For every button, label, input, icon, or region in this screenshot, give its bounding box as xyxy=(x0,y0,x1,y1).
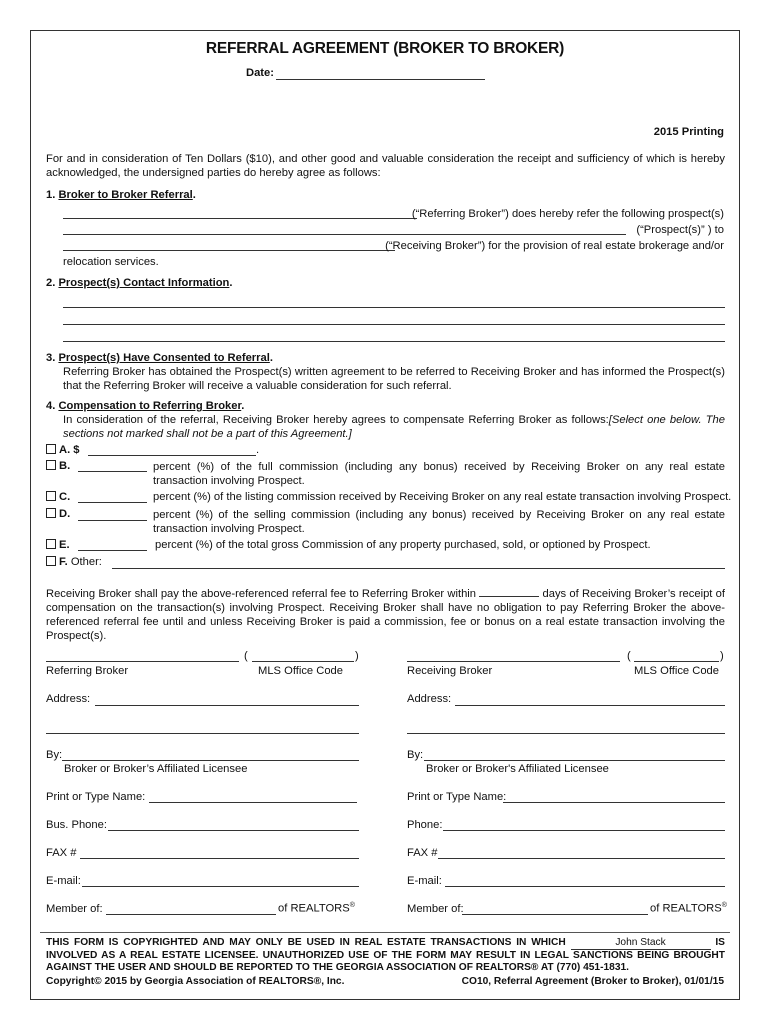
left-by-field[interactable] xyxy=(62,760,359,761)
left-email-field[interactable] xyxy=(82,886,359,887)
contact-line-3[interactable] xyxy=(63,341,725,342)
right-member-field[interactable] xyxy=(462,914,648,915)
right-address-field[interactable] xyxy=(455,705,725,706)
left-member-field[interactable] xyxy=(106,914,276,915)
option-d-text: percent (%) of the selling commission (including any bonus) received by Receiving Broker on any real estate transaction involving Prospect. xyxy=(153,509,725,535)
right-phone-label: Phone: xyxy=(407,819,443,831)
right-print-name-field[interactable] xyxy=(503,802,725,803)
checkbox-e[interactable] xyxy=(46,539,56,549)
s1-line4-text: relocation services. xyxy=(63,256,159,268)
right-print-name-label: Print or Type Name: xyxy=(407,791,507,803)
left-email-label: E-mail: xyxy=(46,875,81,887)
footer-divider xyxy=(40,932,730,933)
left-address-field[interactable] xyxy=(95,705,359,706)
option-c-percent-field[interactable] xyxy=(78,502,147,503)
contact-line-2[interactable] xyxy=(63,324,725,325)
section-3-text: Referring Broker has obtained the Prospect(s) written agreement to be referred to Receiving Broker and has informed the Prospect(s) that the Referring Broker will receive a valuable consideration for such referral. xyxy=(63,366,725,392)
left-mls-close-paren: ) xyxy=(355,650,359,662)
left-by-sub-label: Broker or Broker’s Affiliated Licensee xyxy=(64,763,248,775)
left-member-label: Member of: xyxy=(46,903,103,915)
referring-broker-sig-line[interactable] xyxy=(46,661,239,662)
s1-line1-text: (“Referring Broker”) does hereby refer the following prospect(s) xyxy=(411,208,724,220)
section-3-heading: 3. Prospect(s) Have Consented to Referral. xyxy=(46,352,273,364)
payment-paragraph: Receiving Broker shall pay the above-referenced referral fee to Referring Broker within days of Receiving Broker’s receipt of compensation on the transaction(s) involving Prospect. Receiving Broker shall have no obligation to pay Referring Broker the above-referenced referral fee until and unless Receiving Broker is paid a commission, fee or bonus on a real estate transaction involving the Prospect(s). xyxy=(46,588,725,642)
section-2-heading: 2. Prospect(s) Contact Information. xyxy=(46,277,233,289)
right-fax-label: FAX # xyxy=(407,847,438,859)
date-field[interactable] xyxy=(276,79,485,80)
section-1-heading: 1. Broker to Broker Referral. xyxy=(46,189,196,201)
right-mls-label: MLS Office Code xyxy=(634,665,719,677)
left-by-label: By: xyxy=(46,749,63,761)
right-by-sub-label: Broker or Broker's Affiliated Licensee xyxy=(426,763,609,775)
receiving-broker-sig-line[interactable] xyxy=(407,661,620,662)
right-address-field-2[interactable] xyxy=(407,733,725,734)
left-phone-label: Bus. Phone: xyxy=(46,819,107,831)
checkbox-d[interactable] xyxy=(46,508,56,518)
right-address-label: Address: xyxy=(407,693,452,705)
left-address-field-2[interactable] xyxy=(46,733,359,734)
receiving-broker-field[interactable] xyxy=(63,250,395,251)
left-mls-label: MLS Office Code xyxy=(258,665,343,677)
right-fax-field[interactable] xyxy=(438,858,725,859)
option-e-percent-field[interactable] xyxy=(78,550,147,551)
left-fax-field[interactable] xyxy=(80,858,359,859)
left-phone-field[interactable] xyxy=(108,830,359,831)
form-id-text: CO10, Referral Agreement (Broker to Broker), 01/01/15 xyxy=(461,976,724,987)
referring-broker-label: Referring Broker xyxy=(46,665,129,677)
left-fax-label: FAX # xyxy=(46,847,77,859)
s1-line2-text: (“Prospect(s)” ) to xyxy=(636,224,724,236)
checkbox-b[interactable] xyxy=(46,460,56,470)
option-b[interactable]: B. xyxy=(46,460,70,472)
option-a[interactable]: A. $ xyxy=(46,444,80,456)
left-print-name-label: Print or Type Name: xyxy=(46,791,146,803)
option-b-percent-field[interactable] xyxy=(78,471,147,472)
left-mls-code-field[interactable] xyxy=(252,661,354,662)
right-by-field[interactable] xyxy=(424,760,725,761)
checkbox-c[interactable] xyxy=(46,491,56,501)
checkbox-a[interactable] xyxy=(46,444,56,454)
checkbox-f[interactable] xyxy=(46,556,56,566)
printing-label: 2015 Printing xyxy=(653,126,724,138)
option-d[interactable]: D. xyxy=(46,508,70,520)
right-email-label: E-mail: xyxy=(407,875,442,887)
right-by-label: By: xyxy=(407,749,424,761)
right-mls-open-paren: ( xyxy=(627,650,631,662)
receiving-broker-label: Receiving Broker xyxy=(407,665,493,677)
option-e-text: percent (%) of the total gross Commission of any property purchased, sold, or optioned by Prospect. xyxy=(155,539,651,551)
licensee-name: John Stack xyxy=(571,937,711,950)
option-f[interactable]: F. Other: xyxy=(46,556,102,568)
date-label: Date: xyxy=(246,67,274,79)
section-4-intro: In consideration of the referral, Receiving Broker hereby agrees to compensate Referring Broker as follows:[Select one below. The sections not marked shall not be a part of this Agreement.] xyxy=(63,414,725,440)
referring-broker-field[interactable] xyxy=(63,218,417,219)
right-mls-code-field[interactable] xyxy=(634,661,719,662)
right-phone-field[interactable] xyxy=(443,830,725,831)
right-mls-close-paren: ) xyxy=(720,650,724,662)
option-a-period: . xyxy=(256,444,260,456)
intro-paragraph: For and in consideration of Ten Dollars ($10), and other good and valuable consideration the receipt and sufficiency of which is hereby acknowledged, the undersigned parties do hereby agree as follows: xyxy=(46,153,725,179)
contact-line-1[interactable] xyxy=(63,307,725,308)
right-member-label: Member of: xyxy=(407,903,464,915)
option-f-other-field[interactable] xyxy=(112,568,725,569)
option-e[interactable]: E. xyxy=(46,539,70,551)
option-c[interactable]: C. xyxy=(46,491,70,503)
page-title: REFERRAL AGREEMENT (BROKER TO BROKER) xyxy=(205,40,565,57)
prospect-field[interactable] xyxy=(63,234,626,235)
s1-line3-text: (“Receiving Broker”) for the provision of real estate brokerage and/or xyxy=(385,240,724,252)
left-mls-open-paren: ( xyxy=(244,650,248,662)
right-realtors-label: of REALTORS® xyxy=(650,902,727,915)
payment-days-field[interactable] xyxy=(479,586,539,597)
option-a-amount-field[interactable] xyxy=(88,455,256,456)
copyright-text: Copyright© 2015 by Georgia Association of REALTORS®, Inc. xyxy=(46,976,345,987)
option-b-text: percent (%) of the full commission (including any bonus) received by Receiving Broker on any real estate transaction involving Prospect. xyxy=(153,461,725,487)
right-email-field[interactable] xyxy=(445,886,725,887)
option-c-text: percent (%) of the listing commission received by Receiving Broker on any real estate transaction involving Prospect. xyxy=(153,491,732,503)
section-4-heading: 4. Compensation to Referring Broker. xyxy=(46,400,245,412)
left-print-name-field[interactable] xyxy=(149,802,357,803)
left-address-label: Address: xyxy=(46,693,91,705)
footer-notice: THIS FORM IS COPYRIGHTED AND MAY ONLY BE USED IN REAL ESTATE TRANSACTIONS IN WHICH John Stack IS INVOLVED AS A REAL ESTATE LICENSEE. UNAUTHORIZED USE OF THE FORM MAY RESULT IN LEGAL SANCTIONS BEING BROUGHT AGAINST THE USER AND SHOULD BE REPORTED TO THE GEORGIA ASSOCIATION OF REALTORS® AT (770) 451-1831. xyxy=(46,937,726,973)
left-realtors-label: of REALTORS® xyxy=(278,902,355,915)
option-d-percent-field[interactable] xyxy=(78,520,147,521)
